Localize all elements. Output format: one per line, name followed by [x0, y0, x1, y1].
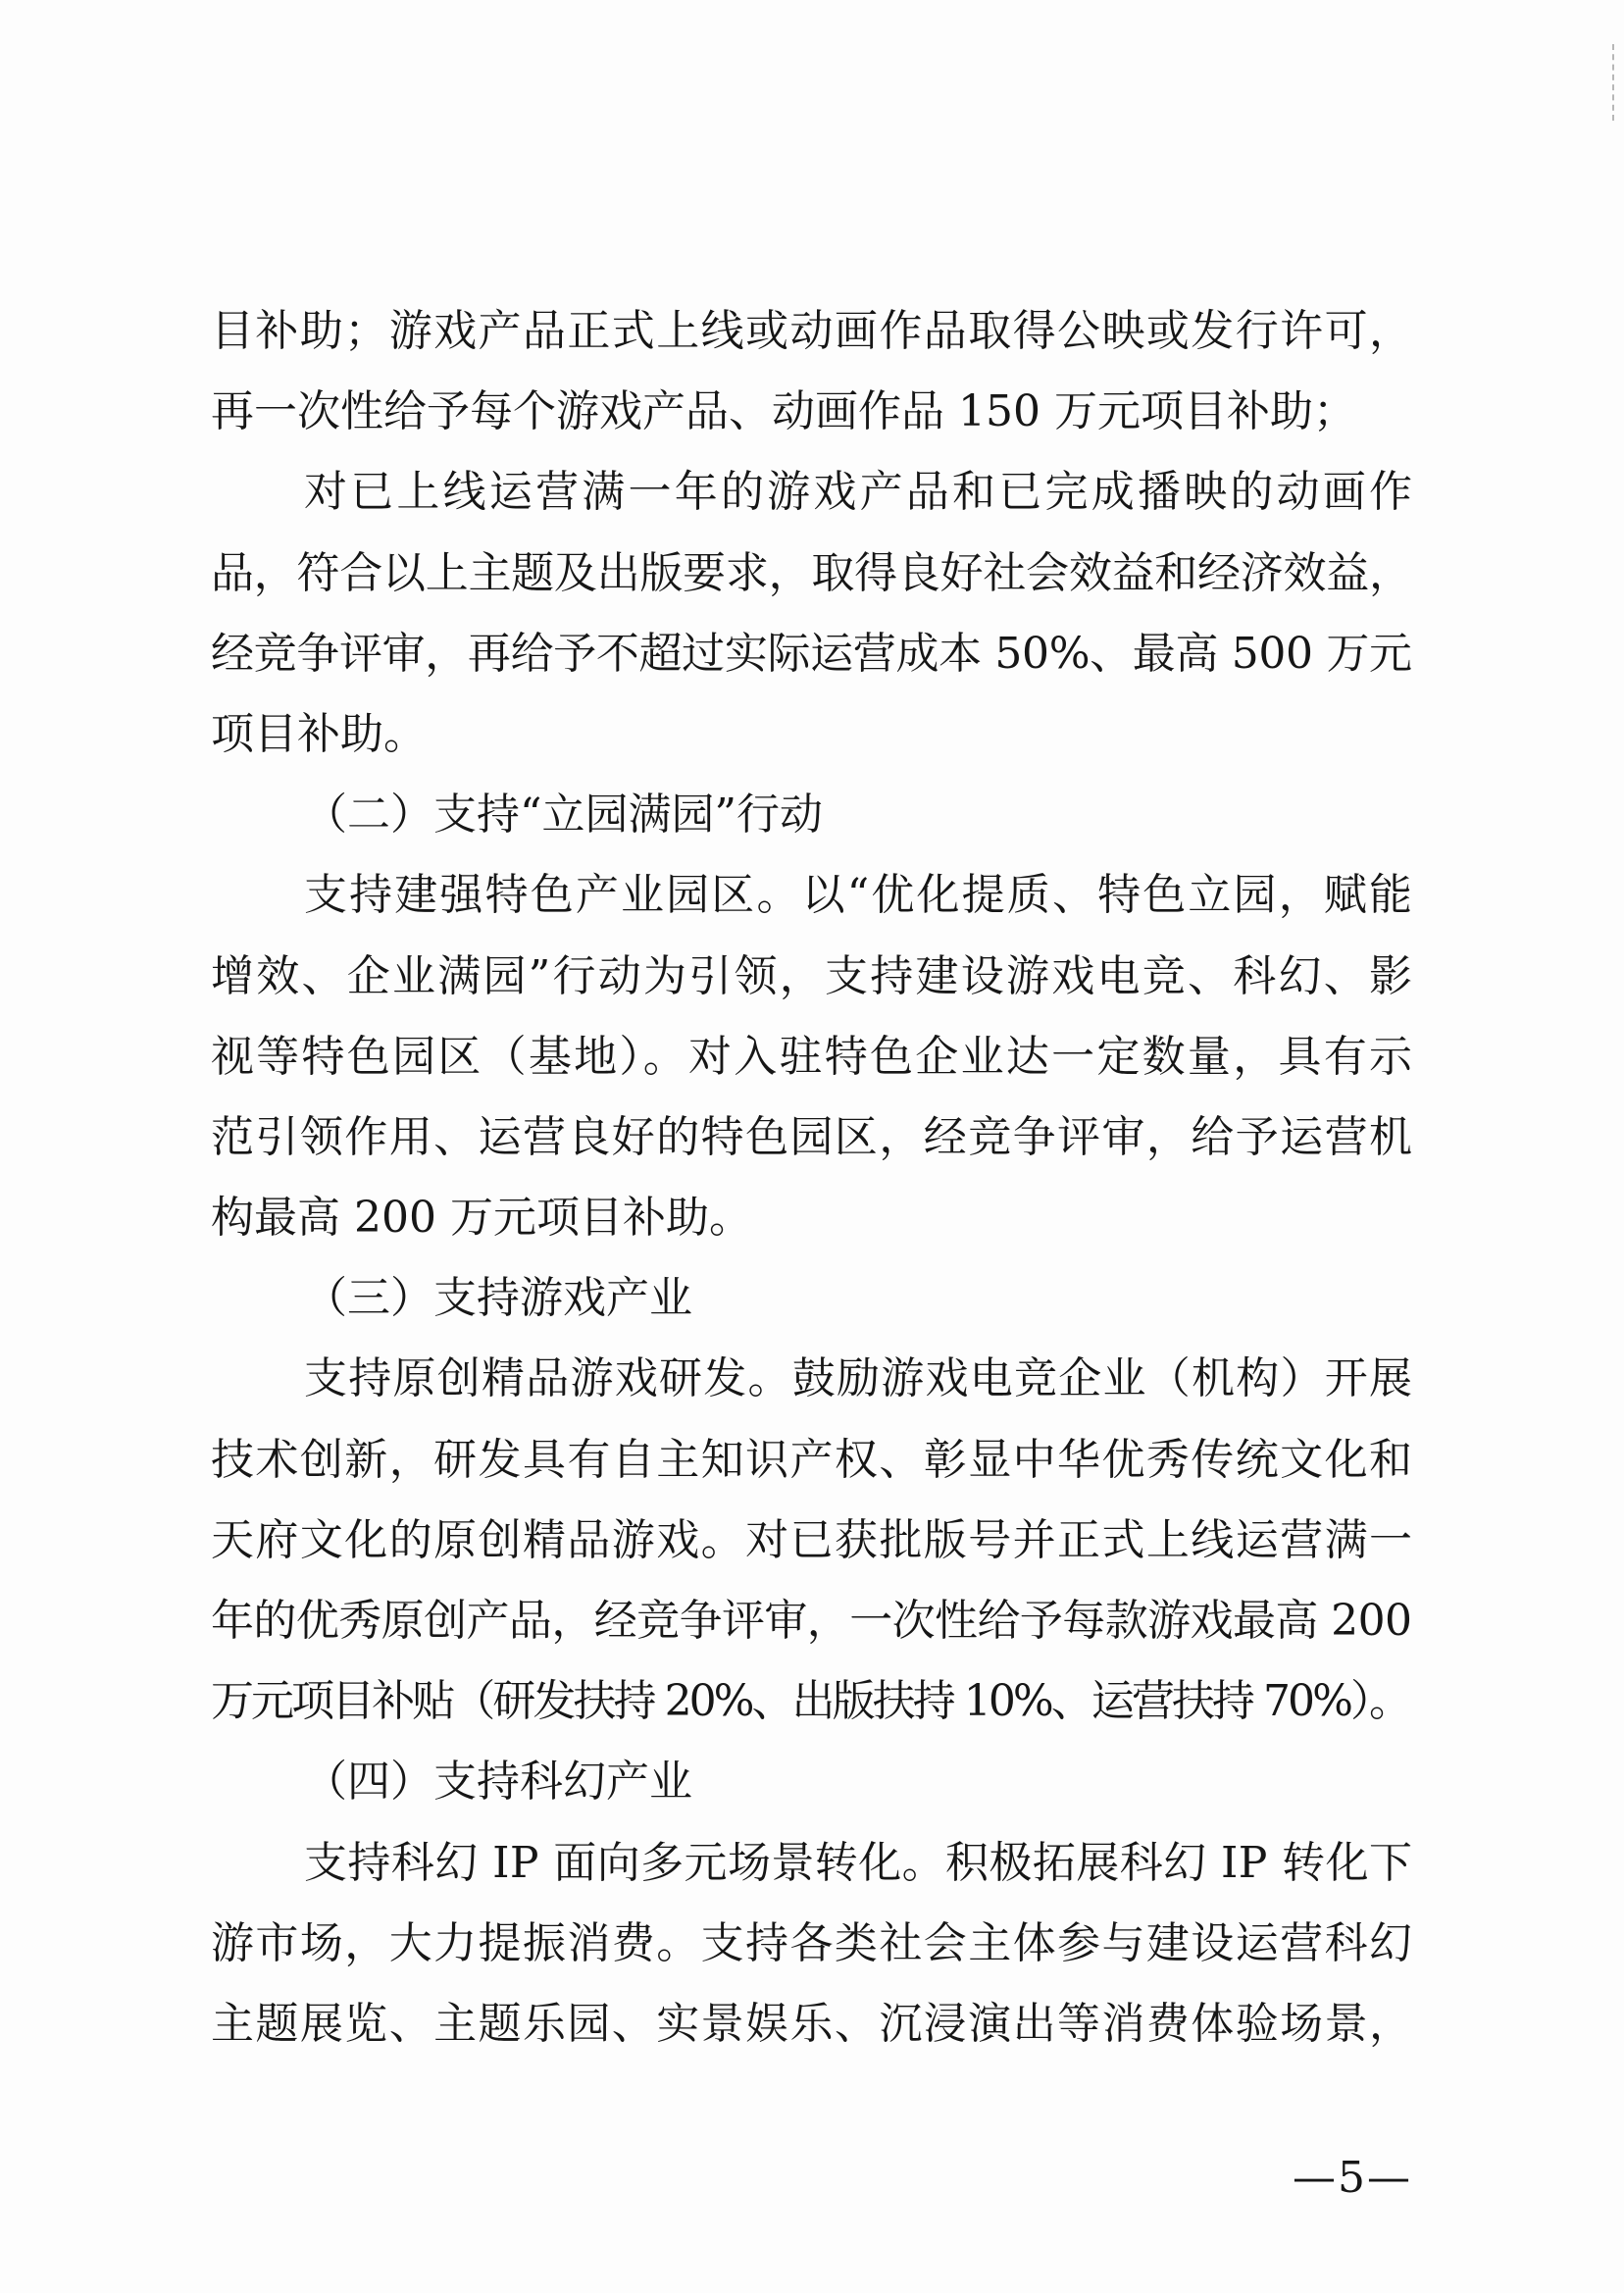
text-line: 经竞争评审，再给予不超过实际运营成本 50%、最高 500 万元	[211, 628, 1412, 679]
scan-edge-mark	[1612, 44, 1614, 121]
text-line: 主题展览、主题乐园、实景娱乐、沉浸演出等消费体验场景，	[211, 1998, 1414, 2049]
text-line: 品，符合以上主题及出版要求，取得良好社会效益和经济效益，	[211, 547, 1412, 598]
text-line: 万元项目补贴（研发扶持 20%、出版扶持 10%、运营扶持 70%）。	[211, 1676, 1410, 1727]
text-line: 范引领作用、运营良好的特色园区，经竞争评审，给予运营机	[211, 1111, 1414, 1162]
text-line: 增效、企业满园”行动为引领，支持建设游戏电竞、科幻、影	[211, 950, 1415, 1001]
document-body	[211, 291, 1416, 2064]
section-heading: （四）支持科幻产业	[304, 1757, 692, 1808]
text-line: 视等特色园区（基地）。对入驻特色企业达一定数量，具有示	[211, 1031, 1415, 1082]
text-line: 技术创新，研发具有自主知识产权、彰显中华优秀传统文化和	[211, 1434, 1414, 1485]
text-line: 支持科幻 IP 面向多元场景转化。积极拓展科幻 IP 转化下	[304, 1837, 1413, 1888]
text-line: 年的优秀原创产品，经竞争评审，一次性给予每款游戏最高 200	[211, 1596, 1412, 1646]
section-heading: （三）支持游戏产业	[304, 1273, 692, 1324]
text-line: 游市场，大力提振消费。支持各类社会主体参与建设运营科幻	[211, 1917, 1414, 1968]
text-line: 支持建强特色产业园区。以“优化提质、特色立园，赋能	[304, 870, 1415, 921]
text-line: 对已上线运营满一年的游戏产品和已完成播映的动画作	[304, 467, 1416, 518]
page-number: —5—	[1293, 2153, 1412, 2203]
text-line: 再一次性给予每个游戏产品、动画作品 150 万元项目补助；	[211, 386, 1356, 437]
text-line: 构最高 200 万元项目补助。	[211, 1193, 752, 1244]
section-heading: （二）支持“立园满园”行动	[304, 790, 823, 841]
text-line: 支持原创精品游戏研发。鼓励游戏电竞企业（机构）开展	[304, 1353, 1414, 1404]
text-line: 目补助；游戏产品正式上线或动画作品取得公映或发行许可，	[211, 306, 1414, 356]
text-line: 项目补助。	[211, 708, 427, 759]
text-line: 天府文化的原创精品游戏。对已获批版号并正式上线运营满一	[211, 1514, 1414, 1565]
